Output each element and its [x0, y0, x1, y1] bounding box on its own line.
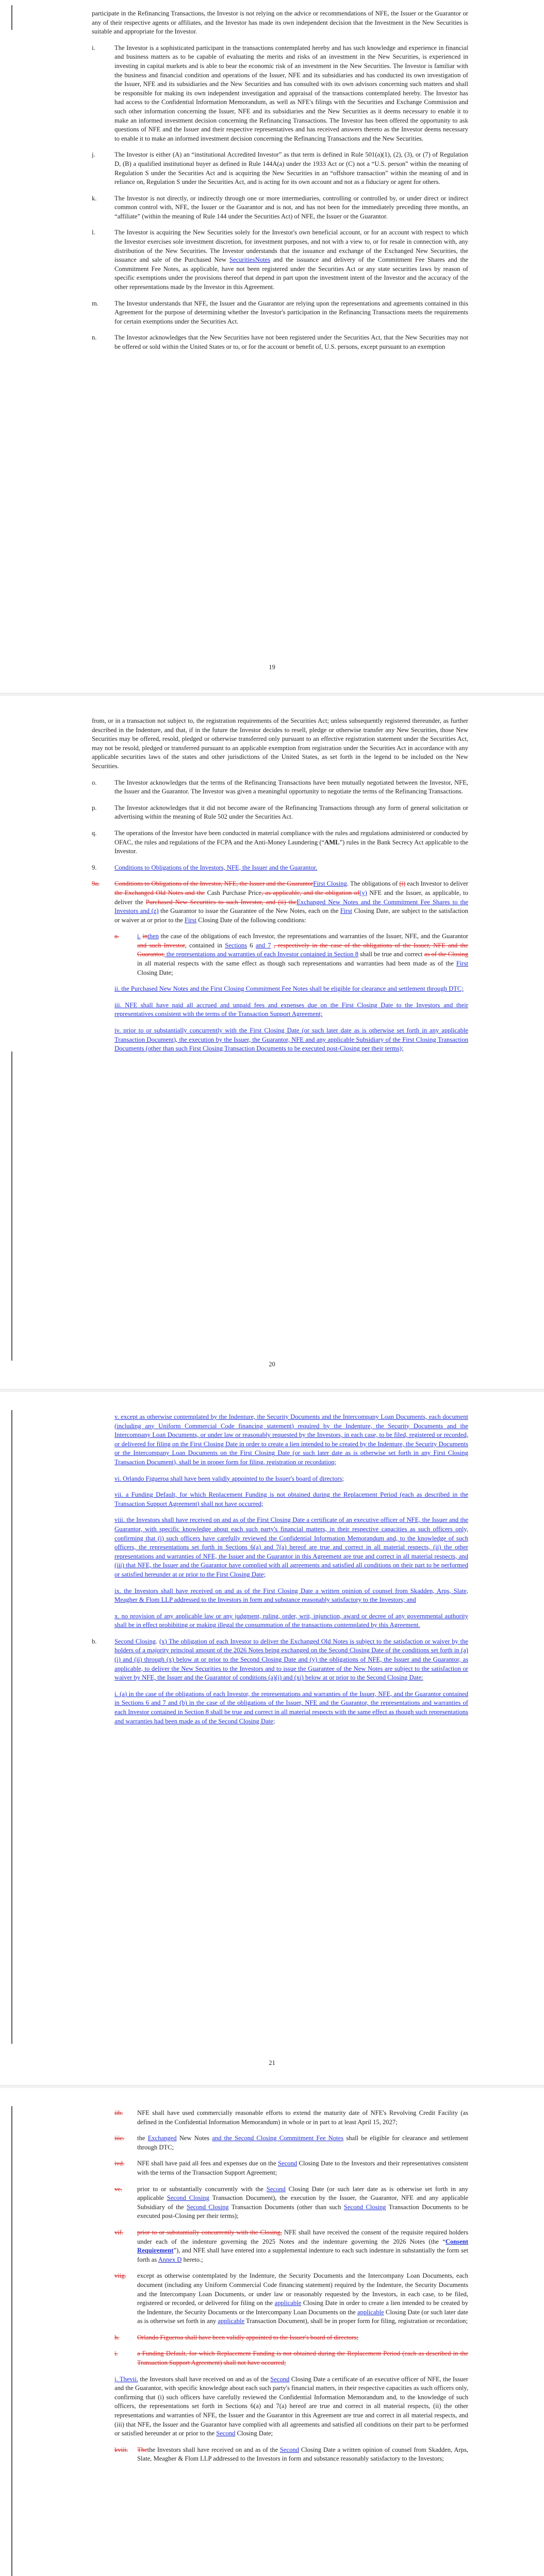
text-run: The Investor acknowledges that the New Securities have not been registered under the Securities Act, that the New Securities may not be offered or sold within the United States or to, or for the account or benefit of, U.S. persons, except pursuant to an exemption — [114, 334, 468, 350]
text-run: AML — [324, 838, 340, 846]
clause — [92, 1637, 468, 1683]
clause-text — [137, 2350, 468, 2366]
text-run: Cash Purchase Price — [205, 889, 261, 896]
clause-text — [114, 1690, 468, 1725]
revision-bar — [11, 1052, 12, 1361]
text-run: The Investor acknowledges that the terms of the Refinancing Transactions have been mutually negotiated between the Investor, NFE, the Issuer and the Guarantor. The Investor was given a meaningful opportunity to negotiate the terms of the Refinancing Transactions. — [114, 778, 468, 795]
clause — [92, 299, 468, 327]
clause-text — [114, 334, 468, 350]
clause-text — [114, 1413, 468, 1466]
clause-label: iib. — [114, 2109, 123, 2116]
text-run: Transaction Document), shall be in proper form for filing, registration or recordation; — [244, 2317, 468, 2325]
inserted-text: i. — [137, 933, 141, 940]
clause — [92, 150, 468, 187]
clause-text — [114, 44, 468, 142]
text-run: NFE shall have received the consent of the requisite required holders under each of the indenture governing the 2025 Notes and the indenture governing the 2026 Notes (the “ — [137, 2228, 468, 2245]
inserted-text: then — [147, 933, 159, 940]
clause-label: kviii. — [114, 2446, 128, 2453]
text-run: Closing Date a certificate of an executive officer of NFE, the Issuer and the Guarantor, with specific knowledge about each such party's financial matters, in their respective capacities as such officers only, confirming that (i) such officers have carefully reviewed the Confidential Information Memorandum and, to the knowledge of such officers, the representations set forth in Sections 6(a) and 7(a) hereof are true and correct in all material respects, (ii) the other representations and warranties of NFE, the Issuer and the Guarantor in this Agreement are true and correct in all material respects, and (iii) that NFE, the Issuer and the Guarantor have complied with all agreements and satisfied all conditions on their part to be performed or satisfied hereunder at or prior to the — [114, 2375, 469, 2437]
clause-text — [137, 2185, 468, 2220]
clause — [92, 9, 468, 37]
clause — [92, 194, 468, 222]
text-run: shall be eligible for clearance and settlement through DTC; — [137, 2134, 468, 2151]
clause — [114, 1612, 468, 1630]
clause — [114, 1490, 468, 1509]
text-run: in all material respects with the same effect as though such representations and warranties had been made as of the — [137, 960, 456, 968]
clause-label: l. — [92, 229, 95, 236]
page-number: 21 — [269, 2059, 275, 2066]
text-run: the Investors shall have received on and as of the — [147, 2446, 280, 2453]
clause-text — [137, 2446, 468, 2463]
section-heading — [92, 863, 468, 873]
page-content — [92, 717, 468, 1061]
page-number: 19 — [269, 664, 275, 671]
clause-text — [114, 779, 468, 795]
clause-text — [114, 300, 468, 325]
clause — [92, 778, 468, 796]
text-run: . The obligations of — [347, 880, 400, 888]
clause-text — [114, 1638, 468, 1681]
text-run: Closing Date (or such later date as is otherwise set forth in any applicable — [137, 2185, 468, 2202]
inserted-text: applicable — [274, 2299, 302, 2307]
text-run: Closing Date, are subject to the satisfaction or waiver at or prior to the — [114, 907, 468, 924]
clause-text — [114, 195, 468, 220]
deleted-text: prior to or substantially concurrently with the Closing, — [137, 2228, 282, 2236]
clause — [92, 228, 468, 292]
inserted-text: First — [456, 960, 468, 968]
text-run: 6 — [246, 941, 256, 949]
clause-label: n. — [92, 334, 97, 342]
inserted-text: ix. the Investors shall have received on and as of the First Closing Date a written opinion of counsel from Skadden, Arps, Slate, Meagher & Flom LLP addressed to the Investors in form and substance reasonably satisfactory to the Investors; and — [114, 1587, 468, 1604]
clause — [114, 2185, 468, 2221]
deleted-text: , respectively in the case of the obligations of the Issuer, NFE and the Guarantor, — [137, 941, 468, 958]
document-page-19 — [0, 0, 544, 693]
text-run: New Notes — [176, 2134, 212, 2142]
inserted-text: applicable — [357, 2308, 384, 2316]
text-run: NFE and the Issuer, as applicable, to deliver the — [114, 889, 468, 906]
text-run: , contained in — [185, 941, 225, 949]
inserted-text: vii. a Funding Default, for which Replacement Funding is not obtained during the Replacement Period (each as described in the Transaction Support Agreement) shall not have occurred; — [114, 1491, 468, 1507]
inserted-text: x. no provision of any applicable law or any judgment, ruling, order, writ, injunction, award or decree of any governmental authority shall be in effect prohibiting or making illegal the consummation of the transactions contemplated by this Agreement. — [114, 1612, 468, 1629]
clause-label: h. — [114, 2333, 120, 2341]
text-run: Transaction Documents to be executed post-Closing per their terms); — [137, 2203, 468, 2220]
clause — [92, 829, 468, 856]
inserted-text: iv. prior to or substantially concurrently with the First Closing Date (or such later date as is otherwise set forth in any applicable Transaction Document), the execution by the Issuer, the Guarantor, NFE and any applicable Subsidiary of the First Closing Transaction Documents (other than such First Closing Transaction Documents to be executed post-Closing per their terms); — [114, 1027, 468, 1053]
inserted-text: Exchanged New Notes and the Commitment Fee Shares to the Investors and (z) — [114, 898, 468, 915]
deleted-text: the Exchanged Old Notes and the — [114, 889, 205, 896]
clause — [92, 717, 468, 771]
deleted-text: in — [142, 933, 148, 940]
text-run: Closing Date (or such later date as is otherwise set forth in any — [137, 2308, 469, 2325]
clause — [114, 2272, 468, 2326]
clause-label: 9. — [92, 863, 97, 871]
clause-label: ve. — [114, 2185, 123, 2193]
clause — [114, 1413, 468, 1467]
clause — [114, 1690, 468, 1726]
text-run: prior to or substantially concurrently with the — [137, 2185, 267, 2193]
text-run: ”), and NFE shall have entered into a supplemental indenture to each such indenture in substantially the form set forth as — [137, 2247, 468, 2263]
text-run: Closing Date of the following conditions: — [196, 916, 306, 924]
inserted-text: i. (a) in the case of the obligations of each Investor, the representations and warranties of the Issuer, NFE, and the Guarantor contained in Sections 6 and 7 and (b) in the case of the obligations of the Issuer, NFE and the Guarantor, the representations and warranties of each Investor contained in Section 8 shall be true and correct in all material respects with the same effect as though such representations and warranties had been made as of the Second Closing Date; — [114, 1690, 468, 1725]
clause-text — [137, 2109, 468, 2126]
clause-text — [137, 933, 468, 976]
text-run: The Investor is not directly, or indirectly through one or more intermediaries, controlling or controlled by, or under direct or indirect common control with, NFE, the Issuer or the Guarantor and is not, and has not been for the immediately preceding three months, an “affiliate” (within the meaning of Rule 144 under the Securities Act) of NFE, the Issuer or the Guarantor. — [114, 194, 468, 220]
text-run: NFE shall have used commercially reasonable efforts to extend the maturity date of NFE's Revolving Credit Facility (as defined in the Confidential Information Memorandum) in whole or in part to at least April 15, 2027; — [137, 2109, 468, 2126]
text-run: The operations of the Investor have been conducted in material compliance with the rules and regulations administered or conducted by OFAC, the rules and regulations of the FCPA and the Anti-Money Laundering (“ — [114, 829, 468, 846]
clause — [92, 879, 468, 925]
clause-label: 9a. — [92, 880, 100, 888]
deleted-text: Purchased New Securities to such Investor, and (ii) the — [145, 898, 297, 906]
page-content — [92, 9, 468, 359]
inserted-text: Second — [277, 2160, 298, 2167]
text-run: Closing Date in order to create a lien intended to be created by the Indenture, the Security Documents or the Intercompany Loan Documents on the — [137, 2299, 468, 2316]
clause-text — [92, 717, 468, 770]
clause-text — [114, 1516, 468, 1578]
clause-text — [114, 985, 464, 992]
inserted-text: Second — [266, 2185, 286, 2193]
inserted-text: Exchanged — [147, 2134, 177, 2142]
inserted-text: Conditions to Obligations of the Investors, NFE, the Issuer and the Guarantor. — [114, 863, 318, 871]
text-run: the Investors shall have received on and as of the — [138, 2375, 271, 2383]
clause — [92, 44, 468, 144]
text-run: Consent Requirement — [137, 2238, 468, 2255]
page-number: 20 — [269, 1361, 275, 1368]
deleted-text: a Funding Default, for which Replacement Funding is not obtained during the Replacement Period (each as described in the Transaction Support Agreement) shall not have occurred; — [137, 2350, 468, 2367]
clause-label: ivd. — [114, 2160, 125, 2167]
page-content — [92, 2109, 468, 2471]
clause-label: o. — [92, 778, 97, 786]
inserted-text: viii. the Investors shall have received on and as of the First Closing Date a certificate of an executive officer of NFE, the Issuer and the Guarantor, with specific knowledge about each such party's financial matters, in their respective capacities as such officers only, confirming that (i) such officers have carefully reviewed the Confidential Information Memorandum and, to the knowledge of such officers, the representations set forth in Sections 6(a) and 7(a) hereof are true and correct in all material respects, (ii) the other representations and warranties of NFE, the Issuer and the Guarantor in this Agreement are true and correct in all material respects, and (iii) that NFE, the Issuer and the Guarantor have complied with all agreements and satisfied all conditions on their part to be performed or satisfied hereunder at or prior to the First Closing Date; — [114, 1516, 468, 1578]
inserted-text: (x) The obligation of each Investor to deliver the Exchanged Old Notes is subject to the satisfaction or waiver by the holders of a majority principal amount of the 2026 Notes being exchanged on the Second Closing Date of the conditions set forth in (a)(i) and (ii) through (x) below at or prior to the Second Closing Date and (y) the obligations of NFE, the Issuer and the Guarantor, as applicable, to deliver the New Securities to the Investors and to issue the Guarantee of the New Notes are subject to the satisfaction or waiver by NFE, the Issuer and the Guarantor of conditions (a)(i) and (xi) below at or prior to the Second Closing Date: — [114, 1637, 469, 1682]
inserted-text: Second — [216, 2430, 236, 2437]
text-run: the case of the obligations of each Investor, the representations and warranties of the Issuer, NFE, and the Guarantor — [158, 933, 468, 940]
inserted-text: First Closing — [313, 880, 347, 888]
clause-label: i. — [114, 2350, 118, 2358]
clause — [114, 2349, 468, 2367]
text-run: hereto.; — [182, 2256, 203, 2263]
clause-label: m. — [92, 299, 98, 307]
clause-label: k. — [92, 194, 97, 202]
inserted-text: and 7 — [255, 941, 271, 949]
inserted-text: Second Closing — [114, 1637, 156, 1645]
clause — [114, 1587, 468, 1605]
deleted-text: and such Investor — [137, 941, 185, 949]
text-run: Transaction Documents (other than such — [228, 2203, 344, 2211]
inserted-text: and the Second Closing Commitment Fee Notes — [212, 2134, 344, 2142]
deleted-text: (i) — [399, 880, 406, 888]
inserted-text: First — [340, 907, 353, 915]
inserted-text: Second — [270, 2375, 290, 2383]
inserted-text: vi. Orlando Figueroa shall have been validly appointed to the Issuer's board of directors; — [114, 1475, 344, 1482]
inserted-text: Second — [279, 2446, 299, 2453]
inserted-text: Sections — [225, 941, 247, 949]
inserted-text: applicable — [218, 2317, 245, 2325]
inserted-text: v. except as otherwise contemplated by the Indenture, the Security Documents and the Intercompany Loan Documents, each document (including any Uniform Commercial Code financing statement) required by the Indenture, the Security Documents and the Intercompany Loan Documents, or under law or reasonably requested by the Investors, in each case, to be filed, registered or recorded, or delivered for filing on the First Closing Date in order to create a lien intended to be created by the Indenture, the Security Documents or the Intercompany Loan Documents on the First Closing Date (or such later date as is otherwise set forth in any First Closing Transaction Document), shall be in proper form for filing, registration or recordation; — [114, 1413, 468, 1466]
clause-text — [114, 804, 468, 821]
clause-label: p. — [92, 804, 97, 811]
clause — [114, 932, 468, 977]
clause-label: j. — [92, 151, 95, 159]
inserted-text: First — [185, 916, 197, 924]
clause-label: vif. — [114, 2228, 124, 2236]
clause — [92, 804, 468, 822]
text-run: Closing Date to the Investors and their representatives consistent with the terms of the Transaction Support Agreement; — [137, 2160, 468, 2176]
inserted-text: iii. NFE shall have paid all accrued and unpaid fees and expenses due on the First Closing Date to the Investors and their representatives consistent with the terms of the Transaction Support Agreement; — [114, 1001, 468, 1018]
text-run: Closing Date a written opinion of counsel from Skadden, Arps, Slate, Meagher & Flom LLP addressed to the Investors in form and substance reasonably satisfactory to the Investors; — [137, 2446, 468, 2463]
text-run: The Investor acknowledges that it did not become aware of the Refinancing Transactions through any form of general solicitation or advertising within the meaning of Rule 502 under the Securities Act. — [114, 804, 468, 821]
inserted-text: Annex D — [158, 2256, 182, 2263]
clause — [114, 2228, 468, 2264]
clause-label: q. — [92, 829, 97, 837]
document-page-22 — [0, 2088, 544, 2576]
clause-text — [114, 1491, 468, 1507]
text-run: NFE shall have paid all fees and expenses due on the — [137, 2160, 278, 2167]
clause-text — [114, 151, 468, 185]
clause-text — [92, 10, 468, 35]
inserted-text: SecuritiesNotes — [229, 256, 271, 264]
inserted-text: j. Thevii. — [114, 2375, 138, 2383]
clause-text — [114, 880, 468, 923]
revision-bar — [11, 5, 12, 30]
clause-label: b. — [92, 1637, 97, 1645]
text-run: participate in the Refinancing Transactions, the Investor is not relying on the advice or recommendations of NFE, the Issuer or the Guarantor or any of their respective agents or affiliates, and the Investor has made its own independent decision that the Investment in the New Securities is suitable and appropriate for the Investor. — [92, 10, 468, 36]
clause-text — [114, 1613, 468, 1629]
deleted-text: , as applicable, and the obligation of — [261, 889, 360, 896]
clause — [114, 1516, 468, 1579]
text-run: each Investor to deliver — [405, 880, 468, 888]
deleted-text: Conditions to Obligations of the Investor, NFE, the Issuer and the Guarantor — [114, 880, 314, 888]
text-run: ”) rules in the Bank Secrecy Act applicable to the Investor. — [114, 838, 469, 855]
text-run: shall be true and correct — [358, 951, 424, 958]
clause-text — [137, 2272, 468, 2325]
revision-bar — [11, 2106, 12, 2576]
text-run: from, or in a transaction not subject to, the registration requirements of the Securities Act; unless subsequently registered thereunder, as further described in the Indenture, and that, if in the future the Investor decides to resell, pledge or otherwise transfer any New Securities, those New Securities may be offered, resold, pledged or otherwise transferred only pursuant to an effective registration statement under the Securities Act, may not be resold, pledged or transferred pursuant to an applicable exemption from registration under the Securities Act in accordance with any applicable securities laws of the states and other jurisdictions of the United States, as set forth in the legend to be included on the New Securities. — [92, 717, 468, 770]
clause-text — [114, 864, 317, 871]
document-page-20 — [0, 696, 544, 1389]
revision-bar — [11, 1410, 12, 2044]
clause — [114, 1475, 468, 1484]
inserted-text: the representations and warranties of each Investor contained in Section 8 — [164, 951, 359, 958]
deleted-text: Orlando Figueroa shall have been validly appointed to the Issuer's board of directors; — [137, 2333, 358, 2341]
clause-label: a. — [114, 933, 119, 940]
clause-text — [137, 2334, 358, 2341]
clause — [114, 985, 468, 994]
text-run: the — [137, 2134, 148, 2142]
inserted-text: (y) — [359, 889, 367, 896]
inserted-text: Second Closing — [167, 2194, 209, 2202]
clause-text — [114, 1587, 468, 1604]
clause — [114, 1001, 468, 1019]
document-page-21 — [0, 1392, 544, 2085]
text-run: and the issuance and delivery of the Commitment Fee Shares and the Commitment Fee Notes, as applicable, have not been registered under the Securities Act or any state securities laws by reason of specific exemptions under the provisions thereof that depend in part upon the investment intent of the Investor and the accuracy of the other representations made by the Investor in this Agreement. — [114, 256, 468, 291]
text-run: . — [156, 1637, 159, 1645]
text-run: The Investor is either (A) an “institutional Accredited Investor” as that term is defined in Rule 501(a)(1), (2), (3), or (7) of Regulation D, (B) a qualified institutional buyer as defined in Rule 144A(a) under the 1933 Act or (C) not a “U.S. person” within the meaning of Regulation S under the Securities Act and is acquiring the New Securities in an “offshore transaction” within the meaning of and in reliance on, Regulation S under the Securities Act, and is acting for its own account and not as a fiduciary or agent for others. — [114, 151, 468, 186]
clause — [114, 1026, 468, 1054]
inserted-text: Second Closing — [186, 2203, 229, 2211]
text-run: Closing Date; — [235, 2430, 273, 2437]
clause-label: iiic. — [114, 2134, 125, 2142]
clause-text — [114, 829, 468, 855]
text-run: The Investor is a sophisticated participant in the transactions contemplated hereby and has such knowledge and experience in financial and business matters as to be capable of evaluating the merits and risks of an investment in the New Securities, is experienced in investing in capital markets and is able to bear the economic risk of an investment in the New Securities. The Investor is familiar with the business and financial condition and operations of the Issuer, NFE and its subsidiaries and has conducted its own investigation of the Issuer, NFE and its subsidiaries and the New Securities and has consulted with its own advisors concerning such matters and shall be responsible for making its own independent investigation and appraisal of the transactions contemplated hereby. The Investor has had access to the Confidential Information Memorandum, as well as NFE's filings with the Securities and Exchange Commission and such other information concerning the Issuer, NFE and its subsidiaries and the New Securities as it deems necessary to enable it to make an informed investment decision concerning the Refinancing Transactions. The Investor has been offered the opportunity to ask questions of NFE and the Issuer and their respective representatives and has received answers thereto as the Investor deems necessary to enable it to make an informed investment decision concerning the Refinancing Transactions and the New Securities. — [114, 44, 468, 142]
clause — [114, 2109, 468, 2127]
deleted-text: The — [137, 2446, 147, 2453]
clause — [114, 2446, 468, 2464]
text-run: The Investor understands that NFE, the Issuer and the Guarantor are relying upon the representations and agreements contained in this Agreement for the purpose of determining whether the Investor's participation in the Refinancing Transactions meets the requirements for certain exemptions under the Securities Act. — [114, 299, 468, 325]
clause-text — [114, 229, 468, 291]
clause-label: viig. — [114, 2272, 126, 2280]
clause-text — [137, 2134, 468, 2151]
text-run: the Guarantor to issue the Guarantee of the New Notes, each on the — [158, 907, 340, 915]
clause-text — [114, 1027, 468, 1052]
clause — [114, 2375, 468, 2438]
clause-text — [114, 1002, 468, 1018]
clause-text — [114, 1475, 344, 1482]
text-run: Transaction Document), the execution by the Issuer, the Guarantor, NFE and any applicable Subsidiary of the — [137, 2194, 468, 2211]
clause-text — [137, 2160, 468, 2176]
page-content — [92, 1413, 468, 1733]
clause-text — [114, 2376, 468, 2437]
clause — [114, 2134, 468, 2152]
clause-text — [137, 2229, 468, 2263]
text-run: The Investor is acquiring the New Securities solely for the Investor's own beneficial account, or for an account with respect to which the Investor exercises sole investment discretion, for investment purposes, and not with a view to, or for resale in connection with, any distribution of the New Securities. The Investor understands that the issuance and exchange of the Exchanged New Securities, the issuance and sale of the Purchased New — [114, 229, 468, 264]
clause — [114, 2333, 468, 2343]
deleted-text: as of the Closing — [424, 951, 468, 958]
clause — [92, 333, 468, 351]
clause — [114, 2159, 468, 2177]
text-run: Closing Date; — [137, 969, 173, 976]
inserted-text: ii. the Purchased New Notes and the First Closing Commitment Fee Notes shall be eligible for clearance and settlement through DTC; — [114, 985, 464, 993]
clause-label: i. — [92, 44, 95, 52]
inserted-text: Second Closing — [343, 2203, 386, 2211]
text-run: except as otherwise contemplated by the Indenture, the Security Documents and the Intercompany Loan Documents, each document (including any Uniform Commercial Code financing statement) required by the Indenture, the Security Documents and the Intercompany Loan Documents, or under law or reasonably requested by the Investors, in each case, to be filed, registered or recorded, or delivered for filing on the — [137, 2272, 468, 2307]
